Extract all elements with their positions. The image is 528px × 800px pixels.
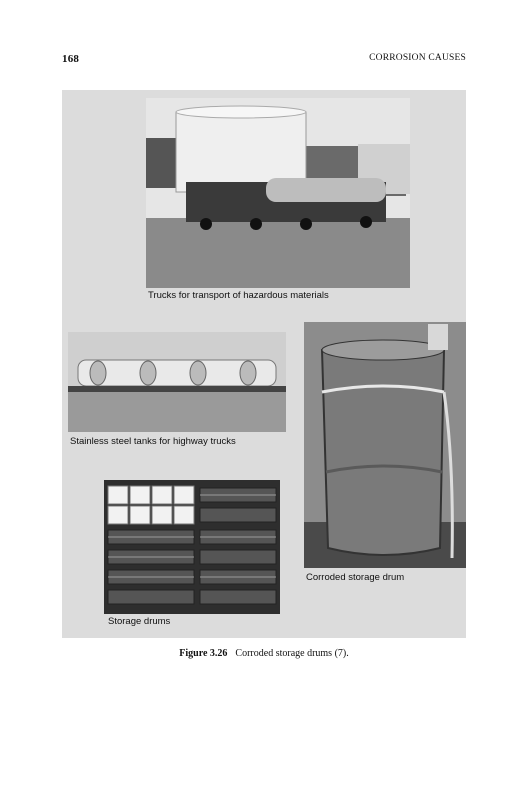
figure-caption-text: Corroded storage drums (7). — [235, 648, 349, 659]
figure-label: Figure 3.26 — [179, 648, 228, 659]
running-title: CORROSION CAUSES — [369, 53, 466, 63]
storage-drums-photo — [104, 480, 280, 614]
trucks-image — [146, 98, 410, 288]
figure-caption — [0, 648, 528, 659]
corroded-drum-caption: Corroded storage drum — [306, 572, 405, 583]
figure-plate — [62, 90, 466, 638]
corroded-drum-photo — [304, 322, 466, 568]
tanks-image — [68, 332, 286, 432]
page-number: 168 — [62, 53, 80, 65]
storage-drums-image — [104, 480, 280, 614]
storage-drums-caption: Storage drums — [108, 616, 171, 627]
corroded-drum-image — [304, 322, 466, 568]
tanks-photo — [68, 332, 286, 432]
trucks-caption: Trucks for transport of hazardous materials — [148, 290, 329, 301]
trucks-photo — [146, 98, 410, 288]
tanks-caption: Stainless steel tanks for highway trucks — [70, 436, 236, 447]
